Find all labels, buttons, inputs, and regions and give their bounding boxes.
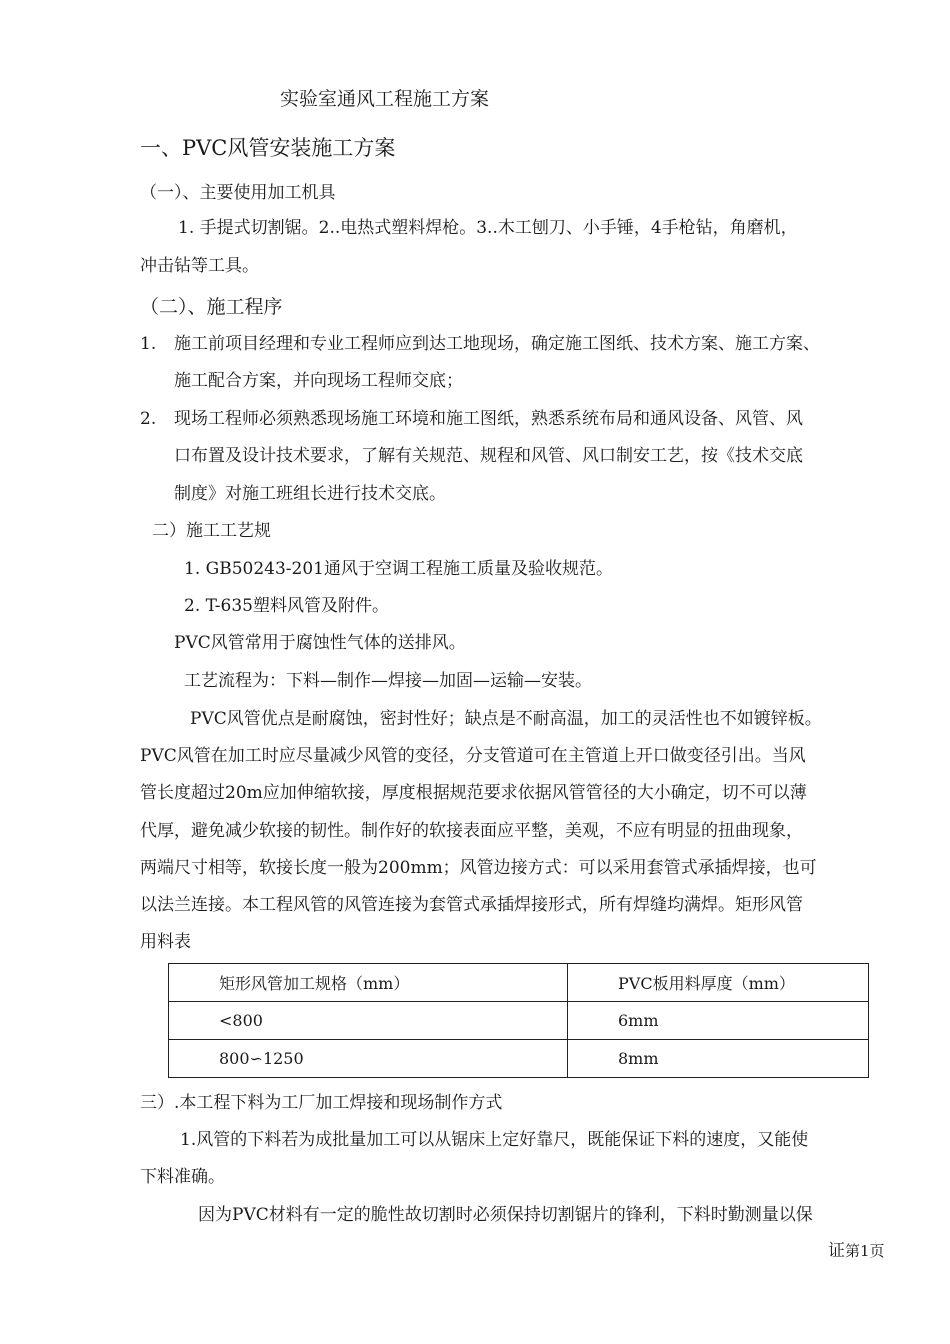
table-header-cell: PVC板用料厚度（mm）	[568, 964, 869, 1002]
table-row	[169, 1002, 869, 1040]
table-cell: <800	[169, 1002, 568, 1040]
table-header-cell: 矩形风管加工规格（mm）	[169, 964, 568, 1002]
procedure-item-1-line-2: 施工配合方案，并向现场工程师交底；	[174, 371, 463, 391]
standard-item-2: 2. T-635塑料风管及附件。	[184, 596, 389, 616]
table-cell: 8mm	[568, 1040, 869, 1078]
paragraph-line-6: 以法兰连接。本工程风管的风管连接为套管式承插焊接形式，所有焊缝均满焊。矩形风管	[140, 895, 803, 915]
pvc-usage-note: PVC风管常用于腐蚀性气体的送排风。	[174, 633, 466, 653]
procedure-item-2-line-2: 口布置及设计技术要求，了解有关规范、规程和风管、风口制安工艺，按《技术交底	[174, 446, 803, 466]
paragraph-line-4: 代厚，避免减少软接的韧性。制作好的软接表面应平整，美观，不应有明显的扭曲现象，	[140, 821, 803, 841]
cutting-line-1: 1.风管的下料若为成批量加工可以从锯床上定好靠尺，既能保证下料的速度，又能使	[180, 1130, 809, 1150]
process-flow: 工艺流程为：下料—制作—焊接—加固—运输—安装。	[184, 671, 592, 691]
paragraph-line-3: 管长度超过20m应加伸缩软接，厚度根据规范要求依据风管管径的大小确定，切不可以薄	[140, 783, 807, 803]
tools-line-2: 冲击钻等工具。	[140, 256, 259, 276]
table-row	[169, 964, 869, 1002]
paragraph-line-1: PVC风管优点是耐腐蚀，密封性好；缺点是不耐高温，加工的灵活性也不如镀锌板。	[190, 709, 822, 729]
subheading-procedure: （二）、施工程序	[140, 296, 283, 318]
page-number: 第1页	[845, 1242, 885, 1260]
cutting-line-3: 因为PVC材料有一定的脆性故切割时必须保持切割锯片的锋利，下料时勤测量以保	[198, 1205, 813, 1225]
page-footer	[828, 1236, 885, 1261]
paragraph-line-2: PVC风管在加工时应尽量减少风管的变径，分支管道可在主管道上开口做变径引出。当风	[140, 746, 806, 766]
paragraph-line-7: 用料表	[140, 932, 191, 952]
table-cell: 800∽1250	[169, 1040, 568, 1078]
material-table	[168, 963, 869, 1078]
continued-text: 证	[828, 1241, 845, 1261]
table-cell: 6mm	[568, 1002, 869, 1040]
document-title: 实验室通风工程施工方案	[280, 88, 490, 110]
procedure-item-1-line-1: 施工前项目经理和专业工程师应到达工地现场，确定施工图纸、技术方案、施工方案、	[174, 334, 820, 354]
cutting-line-2: 下料准确。	[140, 1167, 225, 1187]
subheading-cutting: 三）.本工程下料为工厂加工焊接和现场制作方式	[140, 1093, 503, 1113]
tools-line-1: 1. 手提式切割锯。2..电热式塑料焊枪。3..木工刨刀、小手锤，4手枪钻，角磨机，	[178, 218, 798, 238]
procedure-item-1-number: 1.	[140, 334, 157, 354]
subheading-tools: （一）、主要使用加工机具	[140, 183, 336, 203]
procedure-item-2-line-1: 现场工程师必须熟悉现场施工环境和施工图纸，熟悉系统布局和通风设备、风管、风	[174, 409, 803, 429]
procedure-item-2-line-3: 制度》对施工班组长进行技术交底。	[174, 484, 446, 504]
table-row	[169, 1040, 869, 1078]
subheading-process-standard: 二）施工工艺规	[152, 521, 271, 541]
section-heading-pvc: 一、PVC风管安装施工方案	[140, 136, 396, 160]
paragraph-line-5: 两端尺寸相等，软接长度一般为200mm；风管边接方式：可以采用套管式承插焊接，也可	[140, 858, 817, 878]
standard-item-1: 1. GB50243-201通风于空调工程施工质量及验收规范。	[184, 559, 613, 579]
procedure-item-2-number: 2.	[140, 409, 157, 429]
